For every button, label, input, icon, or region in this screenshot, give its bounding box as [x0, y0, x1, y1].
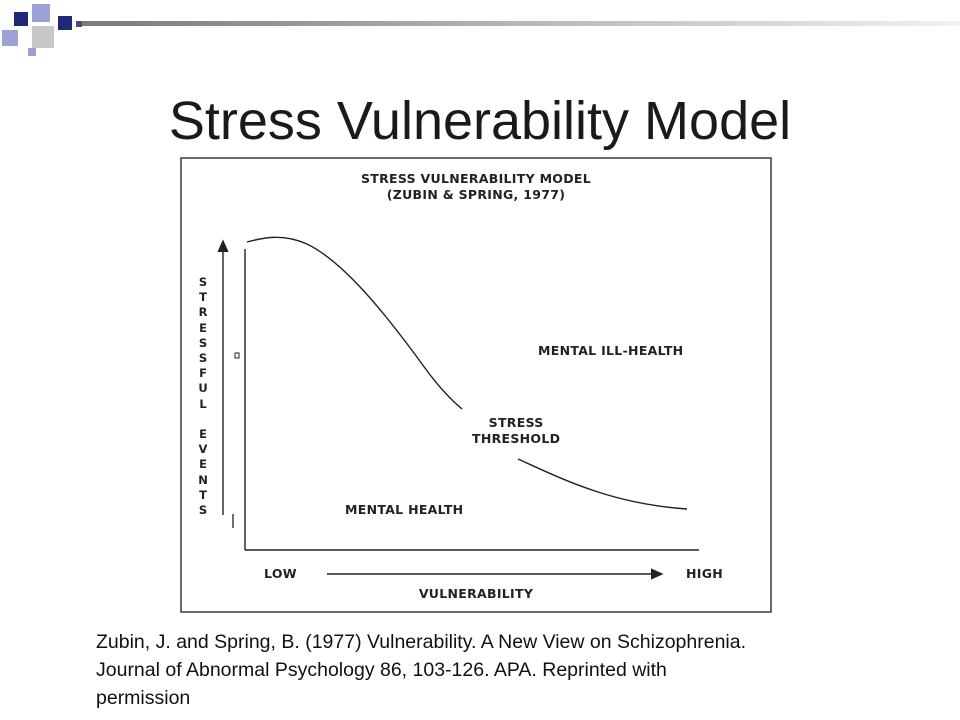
y-axis-letter: V — [198, 442, 208, 457]
region-label-health: MENTAL HEALTH — [345, 502, 464, 517]
citation-line1: Zubin, J. and Spring, B. (1977) Vulnerability. A New View on Schizophrenia. — [96, 631, 747, 653]
small-square-mark — [235, 353, 239, 358]
figure-title-line2: (ZUBIN & SPRING, 1977) — [386, 187, 566, 202]
corner-square-gray — [32, 26, 54, 48]
corner-square-light — [2, 30, 18, 46]
x-axis-high-label: HIGH — [686, 566, 724, 581]
y-axis-letter: F — [199, 366, 207, 381]
slide-title: Stress Vulnerability Model — [168, 91, 792, 151]
curve-label-stress-threshold — [472, 415, 560, 447]
x-axis-label: VULNERABILITY — [418, 586, 534, 601]
figure-title-line1: STRESS VULNERABILITY MODEL — [360, 171, 592, 186]
region-label-ill-health: MENTAL ILL-HEALTH — [538, 343, 684, 358]
y-axis-letter: L — [199, 396, 207, 411]
citation-line3: permission — [96, 687, 191, 709]
slide-decoration — [0, 0, 960, 60]
y-axis-letter: T — [199, 290, 207, 305]
y-axis-letter: E — [199, 457, 207, 472]
model-diagram — [182, 159, 770, 611]
corner-square-navy — [14, 12, 28, 26]
y-axis-letter: S — [198, 351, 208, 366]
curve-label-line2: THRESHOLD — [472, 431, 561, 446]
threshold-curve-upper — [247, 237, 462, 409]
y-axis-letter: E — [199, 320, 207, 335]
corner-square-light — [32, 4, 50, 22]
x-axis-low-label: LOW — [264, 566, 297, 581]
corner-square-navy — [58, 16, 72, 30]
threshold-curve-lower — [518, 459, 687, 509]
top-bar — [82, 21, 960, 26]
curve-label-line1: STRESS — [488, 415, 544, 430]
y-axis-letter: S — [198, 275, 208, 289]
y-axis-letter: N — [198, 472, 208, 487]
y-axis-letter: T — [199, 487, 207, 502]
citation — [96, 628, 916, 712]
corner-square-small — [28, 48, 36, 56]
top-bar-dark — [76, 21, 82, 27]
y-axis-letter: S — [198, 335, 208, 350]
figure-frame — [180, 157, 772, 613]
y-axis-letter: E — [199, 427, 207, 442]
y-axis-letter: S — [198, 503, 208, 518]
citation-line2: Journal of Abnormal Psychology 86, 103-126. APA. Reprinted with — [96, 659, 667, 681]
y-axis-letter: U — [198, 381, 208, 396]
y-axis-letter: R — [198, 305, 208, 320]
